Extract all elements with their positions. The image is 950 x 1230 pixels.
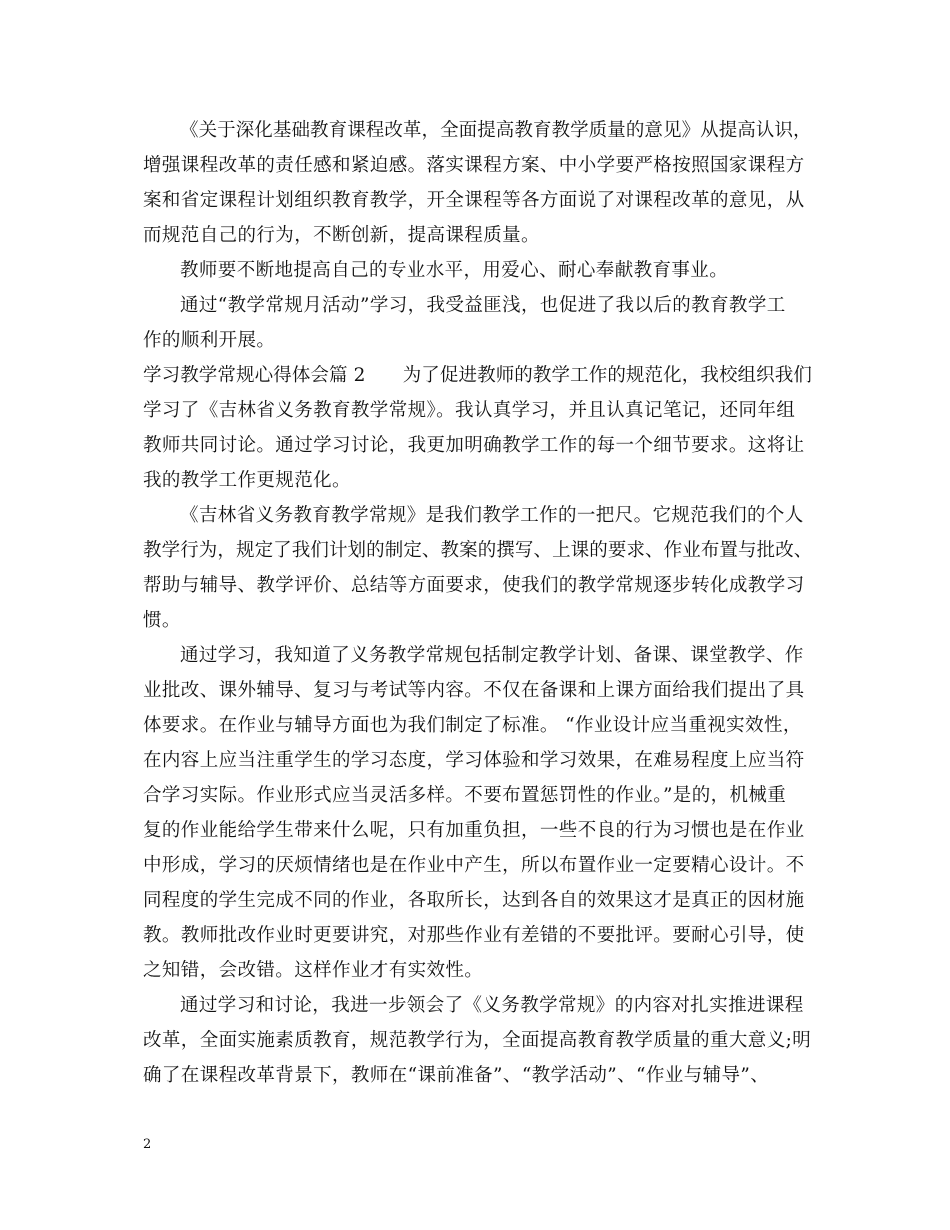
text-line: 增强课程改革的责任感和紧迫感。落实课程方案、中小学要严格按照国家课程方 <box>143 155 805 176</box>
text-line: 作的顺利开展。 <box>143 330 276 351</box>
text-line: 学习了《吉林省义务教育教学常规》。我认真学习，并且认真记笔记，还同年组 <box>143 400 796 421</box>
text-line: 教师共同讨论。通过学习讨论，我更加明确教学工作的每一个细节要求。这将让 <box>143 435 805 456</box>
text-line: 教师要不断地提高自己的专业水平，用爱心、耐心奉献教育事业。 <box>180 260 729 281</box>
text-line: 同程度的学生完成不同的作业，各取所长，达到各自的效果这才是真正的因材施 <box>143 890 805 911</box>
text-line: 复的作业能给学生带来什么呢，只有加重负担，一些不良的行为习惯也是在作业 <box>143 820 805 841</box>
text-line: 合学习实际。作业形式应当灵活多样。不要布置惩罚性的作业。”是的，机械重 <box>143 785 787 806</box>
text-line: 我的教学工作更规范化。 <box>143 470 351 491</box>
text-line: 惯。 <box>143 610 181 631</box>
text-line: 案和省定课程计划组织教育教学，开全课程等各方面说了对课程改革的意见，从 <box>143 190 805 211</box>
text-line: 帮助与辅导、教学评价、总结等方面要求，使我们的教学常规逐步转化成教学习 <box>143 575 805 596</box>
page-number: 2 <box>143 1137 152 1152</box>
text-line: 教。教师批改作业时更要讲究，对那些作业有差错的不要批评。要耐心引导，使 <box>143 925 805 946</box>
text-line: 《关于深化基础教育课程改革，全面提高教育教学质量的意见》从提高认识， <box>180 120 812 141</box>
text-line: 中形成，学习的厌烦情绪也是在作业中产生，所以布置作业一定要精心设计。不 <box>143 855 805 876</box>
text-line: 教学行为，规定了我们计划的制定、教案的撰写、上课的要求、作业布置与批改、 <box>143 540 813 561</box>
text-line: 通过学习，我知道了义务教学常规包括制定教学计划、备课、课堂教学、作 <box>180 645 804 666</box>
text-line: 体要求。在作业与辅导方面也为我们制定了标准。 “作业设计应当重视实效性， <box>143 715 802 736</box>
text-line: 业批改、课外辅导、复习与考试等内容。不仅在备课和上课方面给我们提出了具 <box>143 680 805 701</box>
text-line: 之知错，会改错。这样作业才有实效性。 <box>143 960 484 981</box>
text-line: 通过“教学常规月活动”学习，我受益匪浅，也促进了我以后的教育教学工 <box>180 295 786 316</box>
text-line: 改革，全面实施素质教育，规范教学行为，全面提高教育教学质量的重大意义;明 <box>143 1030 812 1051</box>
text-line: 而规范自己的行为，不断创新，提高课程质量。 <box>143 225 540 246</box>
text-line: 《吉林省义务教育教学常规》是我们教学工作的一把尺。它规范我们的个人 <box>180 505 804 526</box>
section-heading-line: 学习教学常规心得体会篇 2 为了促进教师的教学工作的规范化，我校组织我们 <box>143 365 812 386</box>
text-line: 确了在课程改革背景下，教师在“课前准备”、“教学活动”、“作业与辅导”、 <box>143 1065 770 1086</box>
text-line: 在内容上应当注重学生的学习态度，学习体验和学习效果，在难易程度上应当符 <box>143 750 805 771</box>
text-line: 通过学习和讨论，我进一步领会了《义务教学常规》的内容对扎实推进课程 <box>180 995 804 1016</box>
